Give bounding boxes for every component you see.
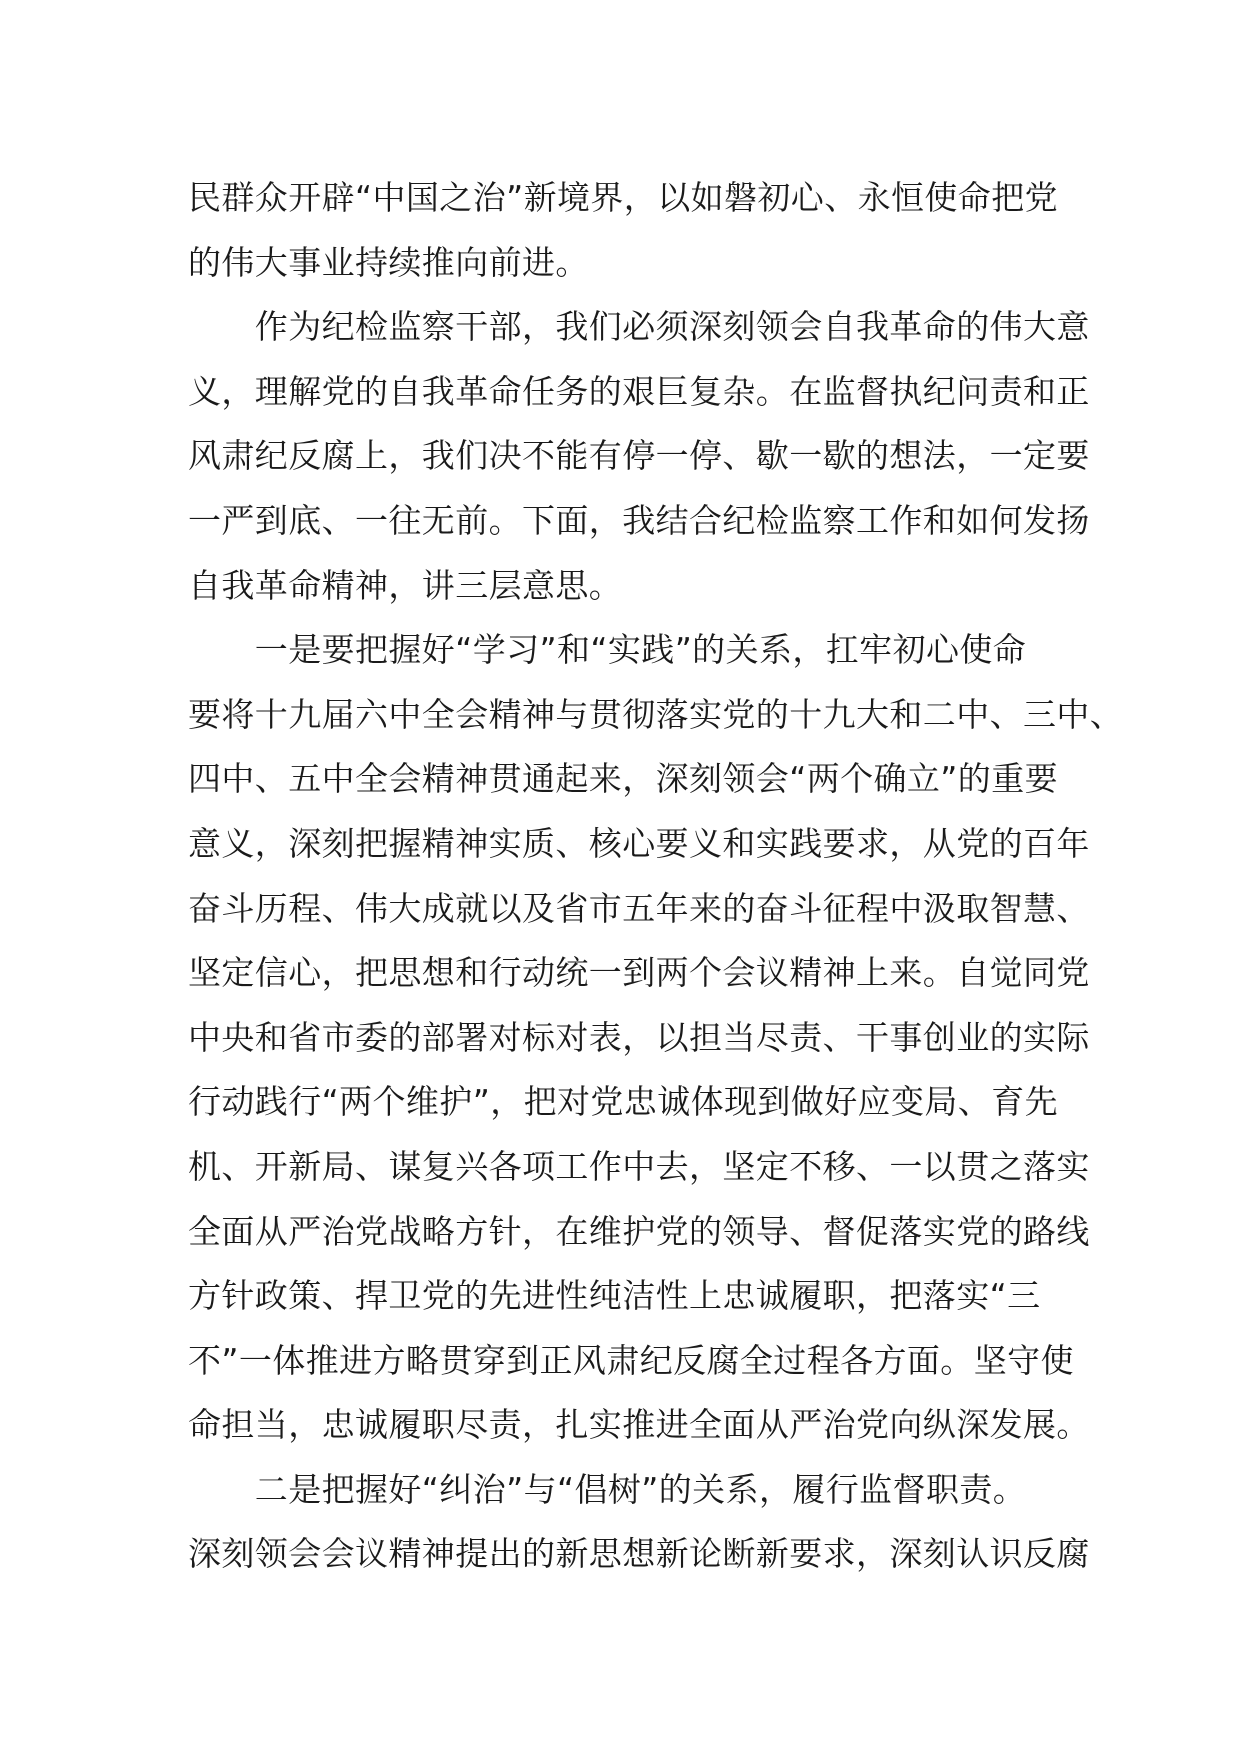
text-line: 奋斗历程、伟大成就以及省市五年来的奋斗征程中汲取智慧、 (188, 888, 1090, 928)
text-line: 二是把握好“纠治”与“倡树”的关系，履行监督职责。 (188, 1469, 1027, 1509)
text-line: 自我革命精神，讲三层意思。 (188, 565, 623, 605)
text-line: 坚定信心，把思想和行动统一到两个会议精神上来。自觉同党 (188, 953, 1090, 993)
text-line: 四中、五中全会精神贯通起来，深刻领会“两个确立”的重要 (188, 759, 1058, 799)
text-line: 意义，深刻把握精神实质、核心要义和实践要求，从党的百年 (188, 823, 1090, 863)
text-line: 行动践行“两个维护”，把对党忠诚体现到做好应变局、育先 (188, 1082, 1058, 1122)
body-text (188, 166, 1124, 1587)
text-line: 作为纪检监察干部，我们必须深刻领会自我革命的伟大意 (188, 307, 1090, 347)
text-line: 方针政策、捍卫党的先进性纯洁性上忠诚履职，把落实“三 (188, 1276, 1041, 1316)
text-line: 一严到底、一往无前。下面，我结合纪检监察工作和如何发扬 (188, 500, 1090, 540)
text-line: 命担当，忠诚履职尽责，扎实推进全面从严治党向纵深发展。 (188, 1405, 1090, 1445)
text-line: 机、开新局、谋复兴各项工作中去，坚定不移、一以贯之落实 (188, 1146, 1090, 1186)
text-line: 义，理解党的自我革命任务的艰巨复杂。在监督执纪问责和正 (188, 371, 1090, 411)
text-line: 中央和省市委的部署对标对表，以担当尽责、干事创业的实际 (188, 1017, 1090, 1057)
text-line: 不”一体推进方略贯穿到正风肃纪反腐全过程各方面。坚守使 (188, 1340, 1074, 1380)
text-line: 深刻领会会议精神提出的新思想新论断新要求，深刻认识反腐 (188, 1534, 1090, 1574)
text-line: 全面从严治党战略方针，在维护党的领导、督促落实党的路线 (188, 1211, 1090, 1251)
text-line: 民群众开辟“中国之治”新境界，以如磐初心、永恒使命把党 (188, 178, 1058, 217)
text-line: 的伟大事业持续推向前进。 (188, 242, 589, 282)
text-line: 风肃纪反腐上，我们决不能有停一停、歇一歇的想法，一定要 (188, 436, 1090, 476)
text-line: 要将十九届六中全会精神与贯彻落实党的十九大和二中、三中、 (188, 694, 1124, 734)
text-line: 一是要把握好“学习”和“实践”的关系，扛牢初心使命 (188, 630, 1027, 670)
